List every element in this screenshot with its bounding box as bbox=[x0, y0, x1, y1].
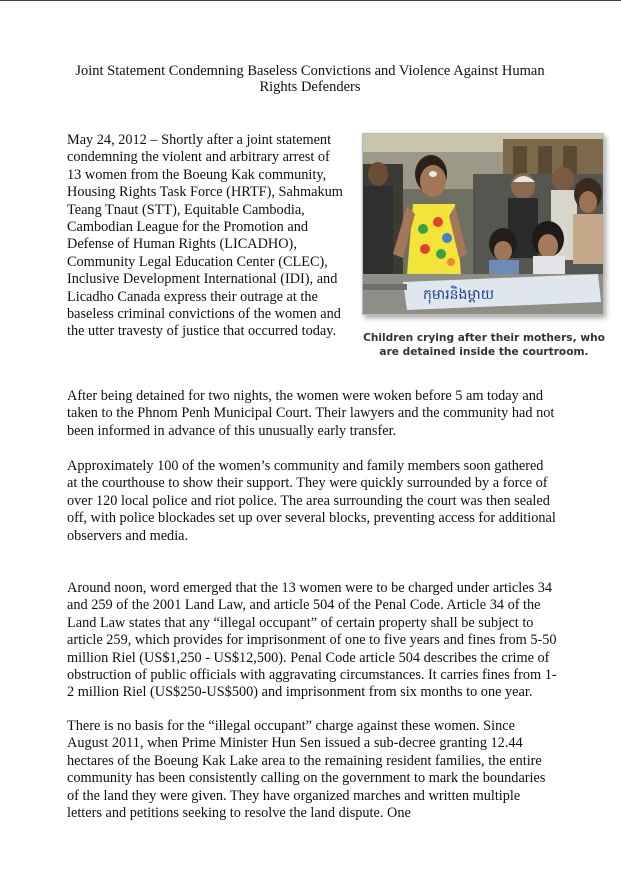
paragraph-charges: Around noon, word emerged that the 13 women were to be charged under articles 34 and 259 of the 2001 Land Law, and article 504 of the Penal Code. Article 34 of the Land Law states that any “illegal occupant” of certain property shall be subject to article 259, which provides for imprisonment of one to five years and fines from 5-50 million Riel (US$1,250 - US$12,500). Penal Code article 504 describes the crime of obstruction of public officials with aggravating circumstances. It carries fines from 1-2 million Riel (US$250-US$500) and imprisonment from six months to one year. bbox=[67, 580, 557, 701]
page-top-border bbox=[0, 0, 621, 1]
protest-photo bbox=[362, 133, 604, 315]
paragraph-gathering: Approximately 100 of the women’s community and family members soon gathered at the courthouse to show their support. They were quickly surrounded by a force of over 120 local police and riot police. The area surrounding the court was then sealed off, with police blockades set up over several blocks, preventing access for additional observers and media. bbox=[67, 458, 556, 544]
photo-caption: Children crying after their mothers, who are detained inside the courtroom. bbox=[363, 332, 605, 358]
photo-figure bbox=[362, 133, 608, 359]
paragraph-no-basis: There is no basis for the “illegal occupant” charge against these women. Since August 2011, when Prime Minister Hun Sen issued a sub-decree granting 12.44 hectares of the Boeung Kak Lake area to the remaining resident families, the entire community has been consistently calling on the government to mark the boundaries of the land they were given. They have organized marches and written multiple letters and petitions seeking to resolve the land dispute. One bbox=[67, 718, 546, 822]
document-title: Joint Statement Condemning Baseless Convictions and Violence Against Human Rights Defenders bbox=[75, 63, 545, 95]
banner-text: កុមារនិងម្តាយ bbox=[423, 287, 495, 303]
intro-paragraph: May 24, 2012 – Shortly after a joint statement condemning the violent and arbitrary arrest of 13 women from the Boeung Kak community, Housing Rights Task Force (HRTF), Sahmakum Teang Tnaut (STT), Equitable Cambodia, Cambodian League for the Promotion and Defense of Human Rights (LICADHO), Community Legal Education Center (CLEC), Inclusive Development International (IDI), and Licadho Canada express their outrage at the baseless criminal convictions of the women and the utter travesty of justice that occurred today. bbox=[67, 132, 343, 340]
paragraph-detention: After being detained for two nights, the women were woken before 5 am today and taken to the Phnom Penh Municipal Court. Their lawyers and the community had not been informed in advance of this unusually early transfer. bbox=[67, 388, 555, 439]
